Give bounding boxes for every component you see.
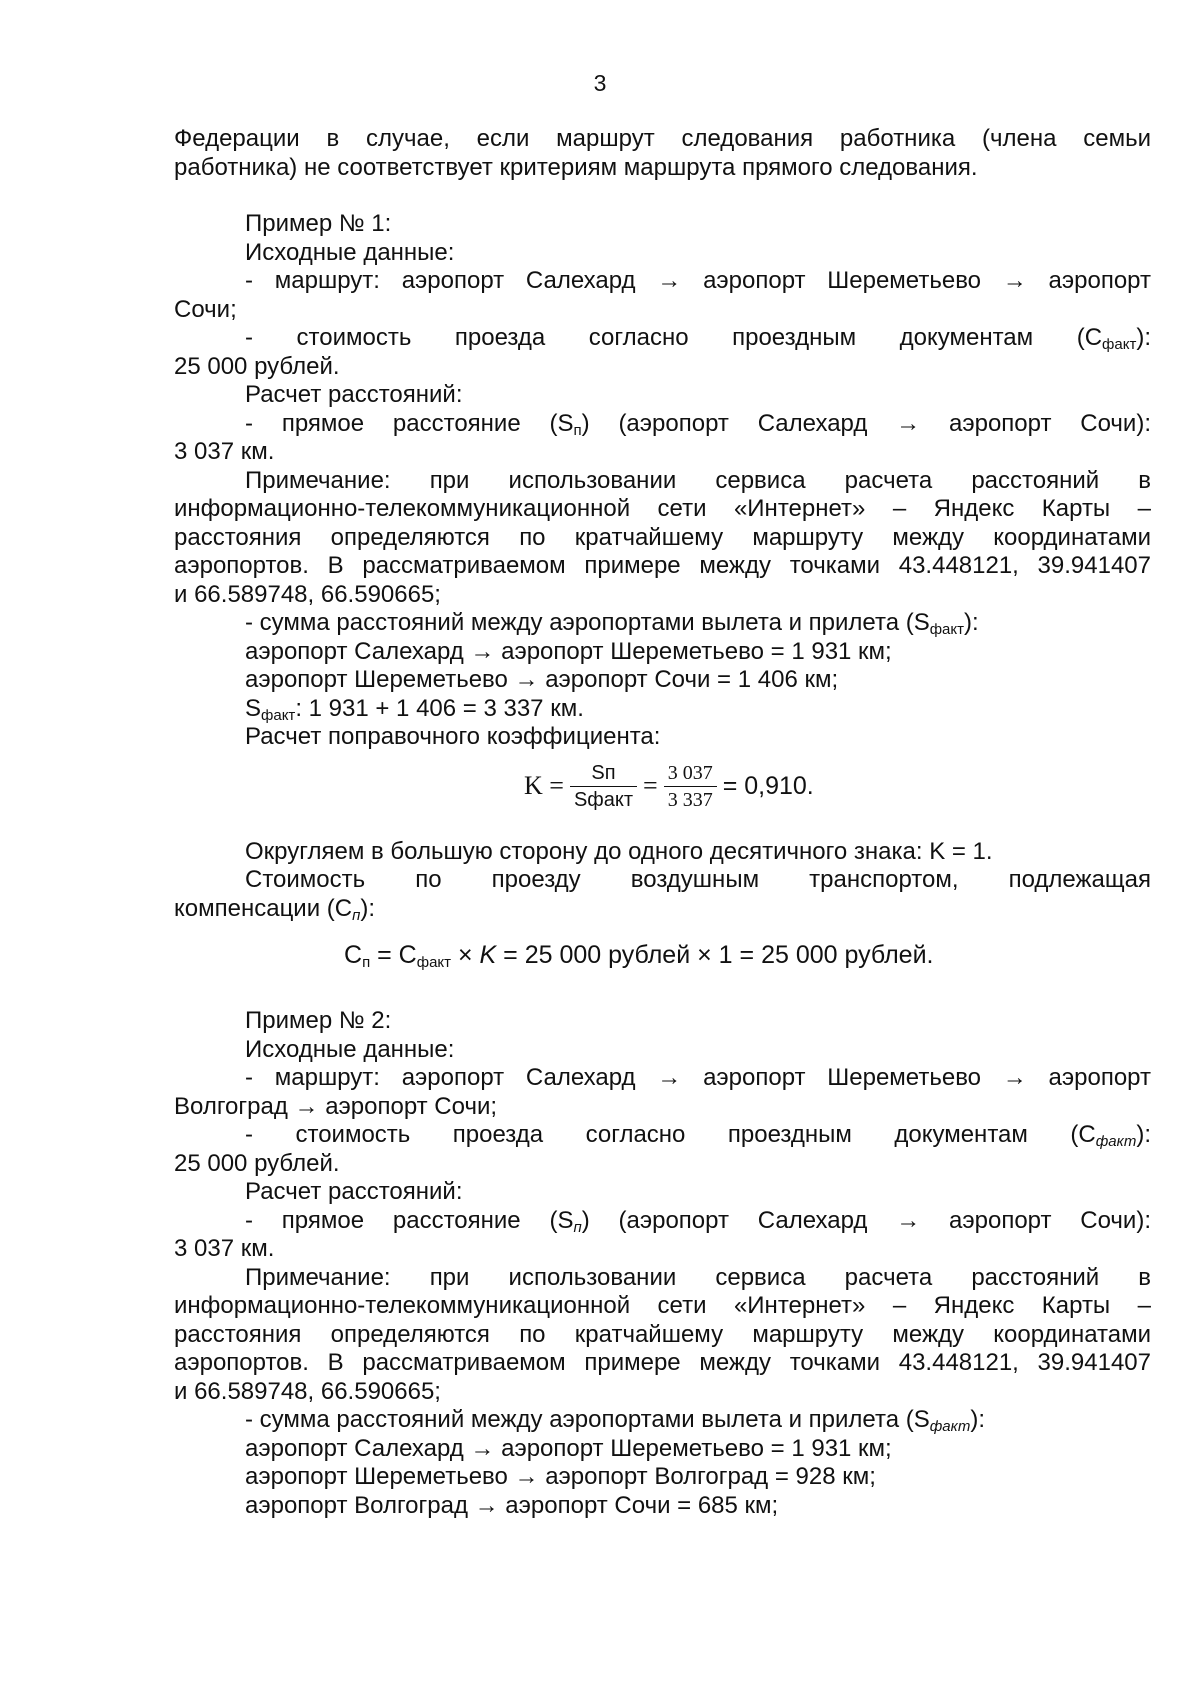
- example-2-leg-3: аэропорт Волгоград → аэропорт Сочи = 685 км;: [245, 1491, 779, 1519]
- example-1-title: Пример № 1:: [245, 210, 392, 237]
- example-1-comp-line-2: компенсации $(С_п)$:: [174, 894, 376, 924]
- compensation-formula: $С_п = С_{факт} \times K = 25$ 000 рублей × 1 = 25 000 рублей.: [344, 941, 934, 971]
- fraction-distances: $\frac{Sп}{\text{Sфакт}}$: [570, 762, 637, 811]
- example-2-note-line-5: и 66.589748, 66.590665;: [174, 1377, 441, 1405]
- example-2-route-line-1: - маршрут: аэропорт Салехард → аэропорт Шереметьево → аэропорт: [245, 1064, 1151, 1091]
- example-1-leg-2: аэропорт Шереметьево → аэропорт Сочи = 1 406 км;: [245, 666, 839, 693]
- page-number: 3: [593, 70, 607, 96]
- example-1-note-line-3: расстояния определяются по кратчайшему маршруту между координатами: [174, 523, 1151, 551]
- example-2-leg-2: аэропорт Шереметьево → аэропорт Волгоград = 928 км;: [245, 1463, 876, 1490]
- example-1-leg-1: аэропорт Салехард → аэропорт Шереметьево = 1 931 км;: [245, 637, 892, 665]
- example-1-coef-heading: Расчет поправочного коэффициента:: [245, 723, 661, 750]
- example-2-cost-line-2: 25 000 рублей.: [174, 1149, 340, 1177]
- example-2-note-line-1: Примечание: при использовании сервиса расчета расстояний в: [245, 1263, 1151, 1291]
- example-2-input-heading: Исходные данные:: [245, 1035, 455, 1063]
- example-1-comp-line-1: Стоимость по проезду воздушным транспортом, подлежащая: [245, 866, 1151, 893]
- formula-result: = 0,910.: [722, 771, 814, 800]
- example-1-route-line-1: - маршрут: аэропорт Салехард → аэропорт Шереметьево → аэропорт: [245, 267, 1151, 294]
- example-2-dist-heading: Расчет расстояний:: [245, 1178, 463, 1205]
- example-2-title: Пример № 2:: [245, 1007, 392, 1034]
- intro-line-2: работника) не соответствует критериям маршрута прямого следования.: [174, 153, 978, 181]
- example-1-rounding: Округляем в большую сторону до одного десятичного знака: K = 1.: [245, 837, 993, 865]
- example-1-input-heading: Исходные данные:: [245, 238, 455, 266]
- formula-k: K =: [524, 770, 564, 800]
- example-2-leg-1: аэропорт Салехард → аэропорт Шереметьево = 1 931 км;: [245, 1434, 892, 1462]
- example-2-cost-line-1: - стоимость проезда согласно проездным документам $(С_{факт})$:: [245, 1121, 1151, 1150]
- example-1-dist-heading: Расчет расстояний:: [245, 381, 463, 408]
- example-1-note-line-1: Примечание: при использовании сервиса расчета расстояний в: [245, 466, 1151, 494]
- example-1-note-line-2: информационно-телекоммуникационной сети «Интернет» – Яндекс Карты –: [174, 495, 1151, 522]
- example-1-direct-line-2: 3 037 км.: [174, 438, 275, 465]
- example-1-sum-line: - сумма расстояний между аэропортами вылета и прилета $(S_{факт})$:: [245, 609, 979, 638]
- example-2-direct-line-2: 3 037 км.: [174, 1235, 275, 1262]
- intro-line-1: Федерации в случае, если маршрут следования работника (члена семьи: [174, 125, 1151, 152]
- example-1-cost-line-1: - стоимость проезда согласно проездным документам $(С_{факт})$:: [245, 324, 1151, 353]
- example-2-note-line-3: расстояния определяются по кратчайшему маршруту между координатами: [174, 1320, 1151, 1348]
- example-1-cost-line-2: 25 000 рублей.: [174, 352, 340, 380]
- example-1-note-line-5: и 66.589748, 66.590665;: [174, 580, 441, 608]
- example-1-route-line-2: Сочи;: [174, 295, 237, 323]
- example-2-direct-line-1: - прямое расстояние $(S_п)$ (аэропорт Салехард → аэропорт Сочи):: [245, 1206, 1152, 1236]
- example-1-direct-line-1: - прямое расстояние $(S_п)$ (аэропорт Салехард → аэропорт Сочи):: [245, 409, 1151, 439]
- coefficient-formula: K = $\frac{Sп}{\text{Sфакт}}$ = $\frac{3 037}{3 337}$ = 0,910.: [524, 761, 814, 811]
- example-2-note-line-2: информационно-телекоммуникационной сети «Интернет» – Яндекс Карты –: [174, 1292, 1151, 1319]
- example-2-note-line-4: аэропортов. В рассматриваемом примере между точками 43.448121, 39.941407: [174, 1349, 1151, 1376]
- example-2-route-line-2: Волгоград → аэропорт Сочи;: [174, 1092, 498, 1120]
- example-1-total: $S_{факт}$: 1 931 + 1 406 = 3 337 км.: [245, 694, 584, 724]
- example-1-note-line-4: аэропортов. В рассматриваемом примере между точками 43.448121, 39.941407: [174, 552, 1151, 579]
- fraction-values: $\frac{3 037}{3 337}$: [664, 762, 717, 811]
- example-2-sum-line: - сумма расстояний между аэропортами вылета и прилета $(S_{факт})$:: [245, 1406, 986, 1435]
- document-body: [174, 125, 1151, 1520]
